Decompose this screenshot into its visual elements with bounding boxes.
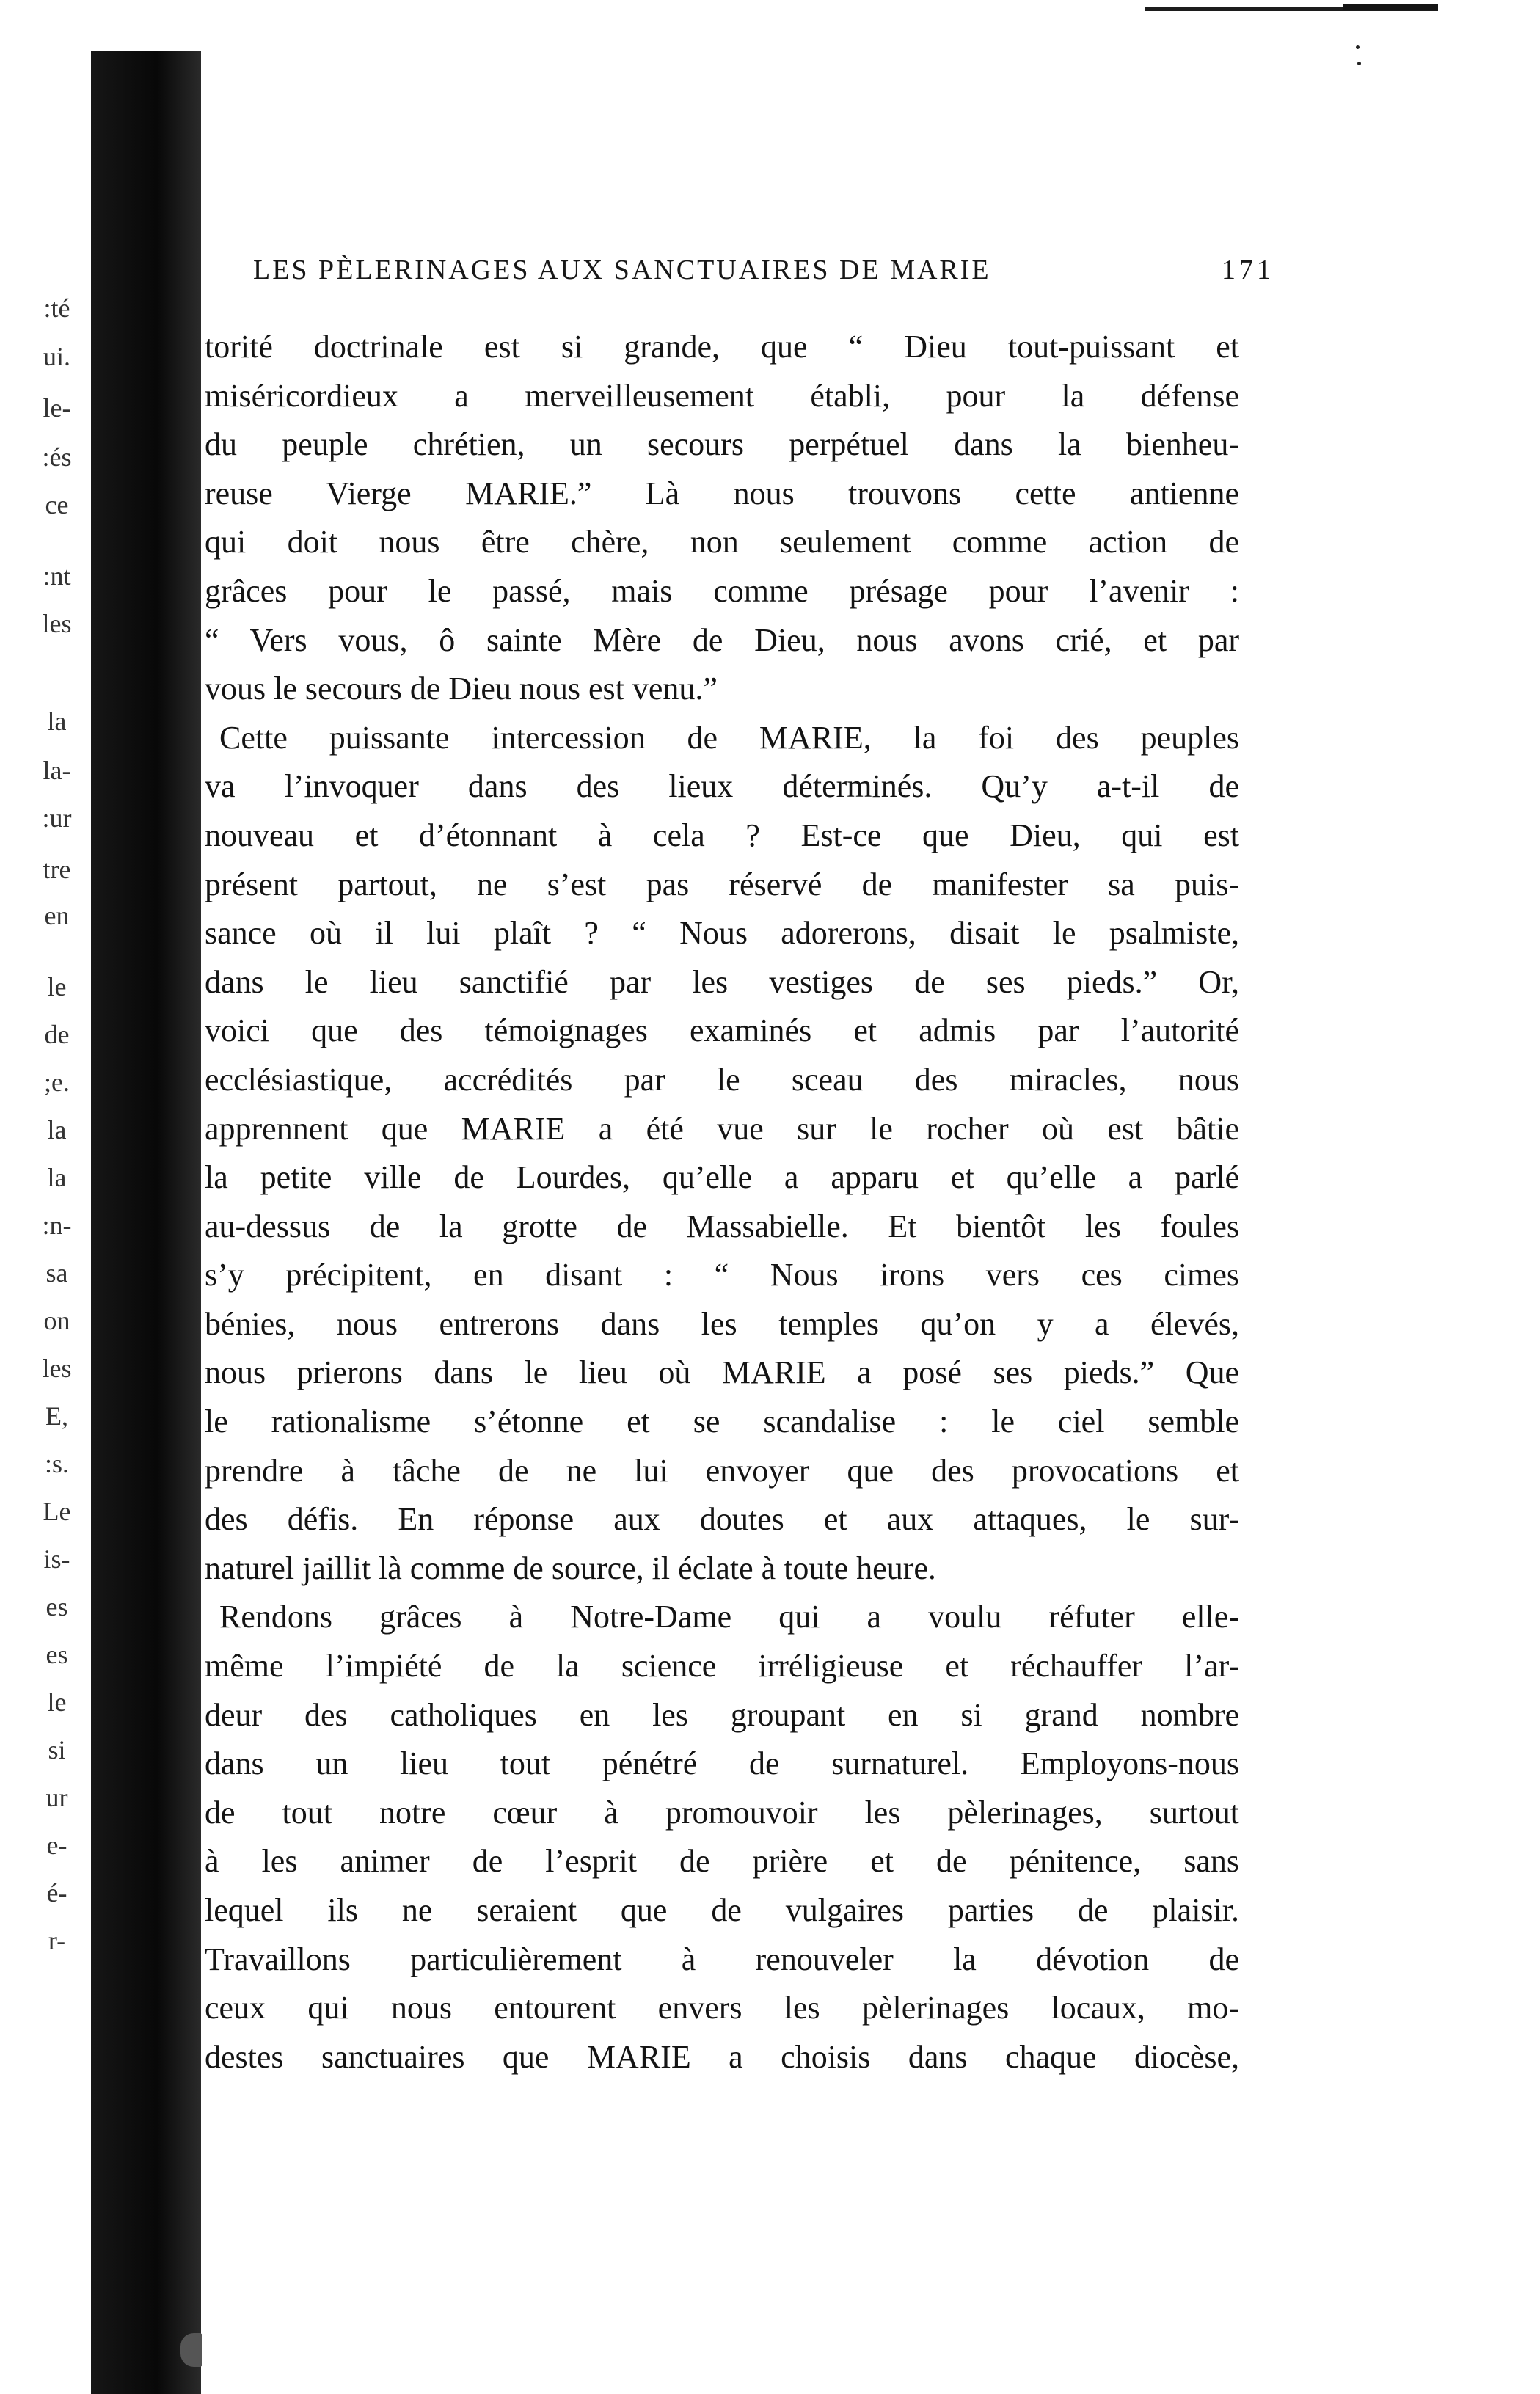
scan-specks — [1356, 45, 1368, 67]
text-line: miséricordieux a merveilleusement établi, pour la défense — [205, 377, 1239, 414]
text-line: reuse Vierge MARIE.” Là nous trouvons cette antienne — [205, 475, 1239, 511]
adjacent-page-fragment: la- — [43, 756, 71, 785]
text-line: va l’invoquer dans des lieux déterminés. Qu’y a-t-il de — [205, 768, 1239, 805]
adjacent-page-fragment: on — [43, 1306, 70, 1335]
paragraph-start-line: Rendons grâces à Notre-Dame qui a voulu réfuter elle- — [219, 1599, 1239, 1635]
text-line: deur des catholiques en les groupant en si grand nombre — [205, 1696, 1239, 1733]
adjacent-page-fragment: es — [45, 1592, 68, 1621]
adjacent-page-fragment: ce — [45, 490, 69, 519]
text-line: dans un lieu tout pénétré de surnaturel. Employons-nous — [205, 1745, 1239, 1782]
text-line: la petite ville de Lourdes, qu’elle a apparu et qu’elle a parlé — [205, 1159, 1239, 1196]
text-line: “ Vers vous, ô sainte Mère de Dieu, nous avons crié, et par — [205, 621, 1239, 658]
text-line: apprennent que MARIE a été vue sur le rocher où est bâtie — [205, 1110, 1239, 1147]
adjacent-page-fragment: sa — [45, 1258, 68, 1288]
adjacent-page-fragment: :és — [42, 442, 72, 472]
text-line: dans le lieu sanctifié par les vestiges de ses pieds.” Or, — [205, 963, 1239, 1000]
adjacent-page-fragment: la — [47, 707, 67, 736]
adjacent-page-fragment: es — [45, 1640, 68, 1669]
adjacent-page-fragment: :nt — [43, 561, 71, 591]
text-line: destes sanctuaires que MARIE a choisis dans chaque diocèse, — [205, 2038, 1239, 2075]
adjacent-page-margin — [22, 0, 92, 2394]
adjacent-page-fragment: is- — [43, 1544, 70, 1574]
adjacent-page-fragment: ur — [45, 1783, 68, 1812]
text-line: torité doctrinale est si grande, que “ Dieu tout-puissant et — [205, 329, 1239, 365]
text-line: voici que des témoignages examinés et admis par l’autorité — [205, 1012, 1239, 1049]
paragraph-start-line: Cette puissante intercession de MARIE, la foi des peuples — [219, 719, 1239, 756]
adjacent-page-fragment: :té — [43, 293, 70, 323]
text-line: au-dessus de la grotte de Massabielle. Et bientôt les foules — [205, 1208, 1239, 1244]
text-line: grâces pour le passé, mais comme présage pour l’avenir : — [205, 572, 1239, 609]
running-header-title: LES PÈLERINAGES AUX SANCTUAIRES DE MARIE — [253, 255, 991, 285]
text-line: ecclésiastique, accrédités par le sceau des miracles, nous — [205, 1061, 1239, 1098]
page-number: 171 — [1222, 255, 1274, 285]
text-line: s’y précipitent, en disant : “ Nous irons vers ces cimes — [205, 1257, 1239, 1293]
adjacent-page-fragment: en — [44, 901, 70, 930]
adjacent-page-fragment: é- — [46, 1878, 67, 1908]
text-line: à les animer de l’esprit de prière et de pénitence, sans — [205, 1843, 1239, 1880]
top-edge-rule-thick — [1343, 4, 1438, 10]
adjacent-page-fragment: :n- — [42, 1211, 72, 1240]
text-line: des défis. En réponse aux doutes et aux attaques, le sur- — [205, 1501, 1239, 1538]
adjacent-page-fragment: e- — [46, 1831, 67, 1860]
adjacent-page-fragment: :s. — [44, 1449, 69, 1478]
adjacent-page-fragment: les — [42, 1354, 72, 1383]
text-line: Travaillons particulièrement à renouveler la dévotion de — [205, 1941, 1239, 1977]
adjacent-page-fragment: ;e. — [44, 1068, 70, 1097]
adjacent-page-fragment: le- — [43, 393, 71, 423]
text-line: présent partout, ne s’est pas réservé de manifester sa puis- — [205, 866, 1239, 902]
adjacent-page-fragment: de — [44, 1020, 70, 1049]
text-line: lequel ils ne seraient que de vulgaires parties de plaisir. — [205, 1892, 1239, 1928]
text-line: nous prierons dans le lieu où MARIE a posé ses pieds.” Que — [205, 1354, 1239, 1391]
adjacent-page-fragment: la — [47, 1115, 67, 1145]
adjacent-page-fragment: E, — [45, 1401, 68, 1431]
text-line: du peuple chrétien, un secours perpétuel dans la bienheu- — [205, 426, 1239, 463]
adjacent-page-fragment: r- — [48, 1926, 66, 1955]
body-text — [205, 323, 1239, 2081]
text-line: vous le secours de Dieu nous est venu.” — [205, 671, 718, 707]
adjacent-page-fragment: tre — [43, 855, 71, 884]
adjacent-page-fragment: ui. — [43, 342, 70, 371]
adjacent-page-fragment: si — [48, 1735, 66, 1765]
text-line: même l’impiété de la science irréligieuse et réchauffer l’ar- — [205, 1648, 1239, 1685]
text-line: naturel jaillit là comme de source, il éclate à toute heure. — [205, 1550, 936, 1586]
adjacent-page-fragment: les — [42, 609, 72, 638]
adjacent-page-fragment: la — [47, 1163, 67, 1192]
text-line: nouveau et d’étonnant à cela ? Est-ce que Dieu, qui est — [205, 817, 1239, 853]
adjacent-page-fragment: le — [47, 972, 67, 1001]
binding-edge-mark — [180, 2333, 202, 2367]
text-line: bénies, nous entrerons dans les temples qu’on y a élevés, — [205, 1305, 1239, 1342]
adjacent-page-fragment: le — [47, 1687, 67, 1717]
binding-gutter-shadow — [91, 51, 201, 2394]
text-line: ceux qui nous entourent envers les pèlerinages locaux, mo- — [205, 1990, 1239, 2026]
text-line: le rationalisme s’étonne et se scandalise : le ciel semble — [205, 1404, 1239, 1440]
adjacent-page-fragment: Le — [43, 1497, 71, 1526]
adjacent-page-fragment: :ur — [42, 803, 72, 833]
text-line: sance où il lui plaît ? “ Nous adorerons, disait le psalmiste, — [205, 915, 1239, 952]
text-line: prendre à tâche de ne lui envoyer que des provocations et — [205, 1452, 1239, 1489]
text-line: qui doit nous être chère, non seulement comme action de — [205, 524, 1239, 561]
text-line: de tout notre cœur à promouvoir les pèlerinages, surtout — [205, 1794, 1239, 1831]
